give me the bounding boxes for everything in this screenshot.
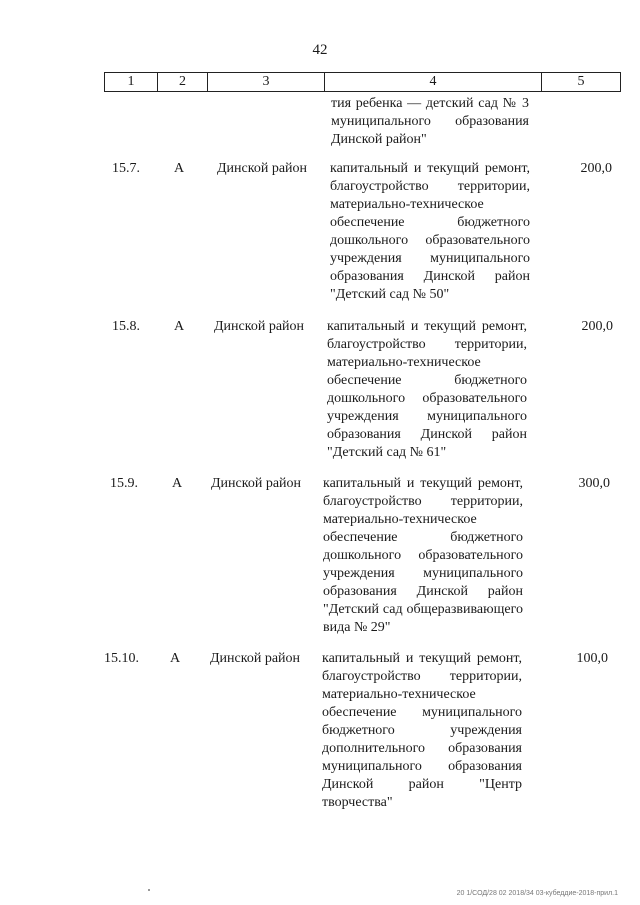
scan-dot [148,889,150,891]
table-header [104,72,621,92]
row-municipality: Динской район [210,651,301,666]
row-municipality: Динской район [214,319,305,334]
header-col-5: 5 [577,74,585,89]
row-amount: 200,0 [580,161,612,176]
header-col-3: 3 [208,73,325,91]
header-col-1: 1 [105,73,158,91]
row-category: А [174,161,185,176]
row-category: А [172,476,183,491]
row-amount: 200,0 [581,319,613,334]
row-number: 15.7. [112,161,140,176]
row-number: 15.8. [112,319,140,334]
row-category: А [174,319,185,334]
row-description: капитальный и текущий ремонт, благоустройство территории, материально-техническое обеспечение бюджетного дошкольного образовательного учреждения муниципального образования Динской район "Детский сад общеразвивающего вида № 29" [323,476,523,635]
row-amount: 100,0 [576,651,608,666]
row-description: капитальный и текущий ремонт, благоустройство территории, материально-техническое обеспечение муниципального бюджетного учреждения дополнительного образования муниципального образования Динской район "Центр творчества" [322,651,522,810]
row-municipality: Динской район [217,161,308,176]
continuation-text: тия ребенка — детский сад № 3 муниципального образования Динской район" [331,96,529,147]
row-municipality: Динской район [211,476,302,491]
footer-file-reference: 20 1/СОД/28 02 2018/34 03-кубеддие-2018-прил.1 [456,890,618,897]
header-col-4: 4 [325,73,542,91]
row-number: 15.9. [110,476,138,491]
row-description: капитальный и текущий ремонт, благоустройство территории, материально-техническое обеспечение бюджетного дошкольного образовательного учреждения муниципального образования Динской район "Детский сад № 50" [330,161,530,302]
page-number: 42 [312,42,328,58]
row-amount: 300,0 [578,476,610,491]
row-description: капитальный и текущий ремонт, благоустройство территории, материально-техническое обеспечение бюджетного дошкольного образовательного учреждения муниципального образования Динской район "Детский сад № 61" [327,319,527,460]
row-category: А [170,651,181,666]
header-col-2: 2 [158,73,208,91]
row-number: 15.10. [104,651,139,666]
